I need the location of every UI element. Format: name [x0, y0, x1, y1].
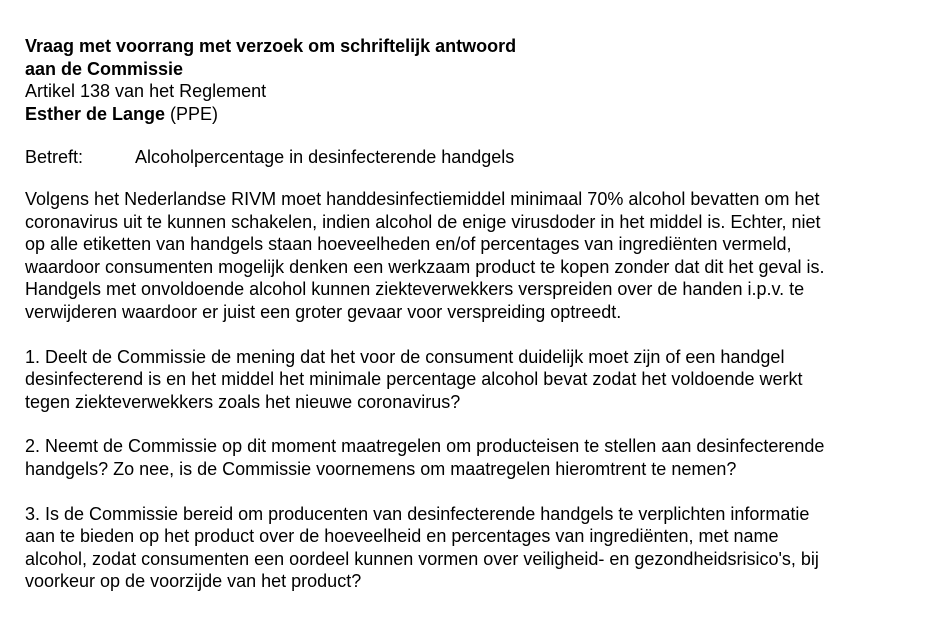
- question-line: 3. Is de Commissie bereid om producenten van desinfecterende handgels te verplichten informatie: [25, 503, 810, 524]
- author-line: [25, 103, 925, 126]
- intro-line: op alle etiketten van handgels staan hoeveelheden en/of percentages van ingrediënten vermeld,: [25, 234, 792, 255]
- title-line-1: Vraag met voorrang met verzoek om schriftelijk antwoord: [25, 36, 517, 56]
- question-1: [25, 346, 925, 414]
- intro-line: verwijderen waardoor er juist een groter gevaar voor verspreiding optreedt.: [25, 301, 622, 322]
- title-line-2: aan de Commissie: [25, 58, 184, 79]
- intro-paragraph: [25, 188, 925, 324]
- article-reference: Artikel 138 van het Reglement: [25, 81, 267, 102]
- intro-line: coronavirus uit te kunnen schakelen, indien alcohol de enige virusdoder in het middel is. Echter, niet: [25, 211, 821, 232]
- question-line: tegen ziekteverwekkers zoals het nieuwe coronavirus?: [25, 391, 461, 412]
- document-header: [25, 35, 925, 125]
- subject-line: [25, 146, 925, 169]
- question-line: desinfecterend is en het middel het minimale percentage alcohol bevat zodat het voldoende werkt: [25, 369, 803, 390]
- intro-line: Handgels met onvoldoende alcohol kunnen ziekteverwekkers verspreiden over de handen i.p.v. te: [25, 279, 805, 300]
- intro-line: Volgens het Nederlandse RIVM moet handdesinfectiemiddel minimaal 70% alcohol bevatten om het: [25, 188, 820, 209]
- question-line: aan te bieden op het product over de hoeveelheid en percentages van ingrediënten, met name: [25, 526, 779, 547]
- question-line: alcohol, zodat consumenten een oordeel kunnen vormen over veiligheid- en gezondheidsrisico's, bij: [25, 548, 819, 569]
- author-name: Esther de Lange: [25, 103, 166, 124]
- document: [25, 35, 925, 593]
- question-2: [25, 435, 925, 480]
- question-line: 2. Neemt de Commissie op dit moment maatregelen om producteisen te stellen aan desinfecterende: [25, 436, 825, 457]
- author-party: (PPE): [165, 103, 219, 124]
- subject-text: Alcoholpercentage in desinfecterende handgels: [135, 147, 515, 168]
- question-line: 1. Deelt de Commissie de mening dat het voor de consument duidelijk moet zijn of een handgel: [25, 346, 785, 367]
- question-line: voorkeur op de voorzijde van het product?: [25, 571, 362, 592]
- intro-line: waardoor consumenten mogelijk denken een werkzaam product te kopen zonder dat dit het geval is.: [25, 256, 825, 277]
- subject-label: Betreft:: [25, 147, 84, 168]
- question-3: [25, 503, 925, 593]
- question-line: handgels? Zo nee, is de Commissie voornemens om maatregelen hieromtrent te nemen?: [25, 458, 737, 479]
